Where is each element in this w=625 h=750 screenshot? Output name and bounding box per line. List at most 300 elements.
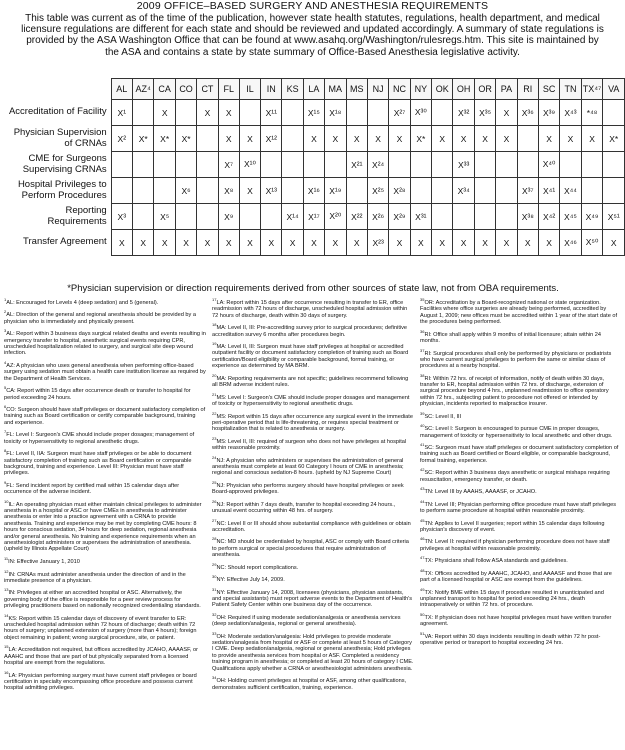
- table-cell: [496, 178, 517, 204]
- footnote-number: 42: [420, 467, 425, 473]
- footnote: [4, 644, 206, 666]
- table-cell: [603, 152, 625, 178]
- footnote-text: RI: Within 72 hrs. of receipt of information, notify of death within 30 days, transfer to ER, hospital admission within 72 hrs. of discharge, extension of surgical procedure beyond 4 hrs., unplanned readmission to office operatory within 72 hrs., subjecting patient to procedure not offered or intended by physician, incidents reported to malpractice insurer.: [420, 375, 609, 408]
- state-header: MA: [325, 79, 346, 100]
- table-cell: X³⁹: [538, 100, 559, 126]
- table-cell: X: [496, 100, 517, 126]
- table-cell: X⁸: [218, 178, 239, 204]
- state-header: LA: [303, 79, 324, 100]
- table-cell: X²²: [346, 204, 367, 230]
- footnote: [212, 574, 414, 583]
- table-cell: [517, 126, 538, 152]
- table-cell: X*: [132, 126, 154, 152]
- footnote: [420, 411, 622, 420]
- footnote-number: 38: [420, 372, 425, 378]
- table-cell: X: [303, 230, 324, 256]
- table-cell: X: [154, 230, 175, 256]
- table-cell: X³³: [453, 152, 474, 178]
- table-cell: [282, 100, 303, 126]
- state-header: FL: [218, 79, 239, 100]
- footnote-text: SC: Report within 3 business days anesthetic or surgical mishaps requiring resuscitation, emergency transfer, or death.: [420, 470, 610, 483]
- table-cell: X²⁴: [367, 152, 388, 178]
- footnote: [212, 675, 414, 691]
- table-cell: X: [325, 230, 346, 256]
- footnote-text: OH: Moderate sedation/analgesia: Hold privileges to provide moderate sedation/analgesia from hospital or ASF or complete at least 5 hours of Category I CME. Deep sedation/analgesia, regional or general anesthesia; Hold privileges to provide anesthesia services from hospital or ASF. Completed a residency training program in anesthesia; or completed at least 20 hours of category I CME. Qualifications apply whether a CRNA or anesthesiologist administers anesthesia.: [212, 633, 414, 672]
- footnote: [212, 341, 414, 369]
- footnote-number: 24: [212, 454, 217, 460]
- table-row: [6, 152, 625, 178]
- table-cell: [175, 204, 196, 230]
- state-header: SC: [538, 79, 559, 100]
- table-cell: X²⁷: [389, 100, 410, 126]
- table-cell: X: [367, 126, 388, 152]
- footnote: [4, 385, 206, 401]
- table-cell: [474, 152, 495, 178]
- footnote-text: NY: Effective January 14, 2008, licensees (physicians, physician assistants, and special assistants) must report adverse events to the Department of Health's Patient Safety Center within one business day of the occurrence.: [212, 589, 413, 609]
- footnote-text: MS: Level II, III: required of surgeon who does not have privileges at hospital within reasonable proximity.: [212, 438, 407, 452]
- row-label: Accreditation of Facility: [8, 106, 107, 118]
- table-cell: [111, 178, 132, 204]
- table-cell: [410, 178, 431, 204]
- footnote: [420, 612, 622, 628]
- table-cell: [432, 152, 453, 178]
- page-title: 2009 OFFICE–BASED SURGERY AND ANESTHESIA REQUIREMENTS: [136, 0, 489, 12]
- footnote: [212, 562, 414, 571]
- table-cell: X: [517, 230, 538, 256]
- table-cell: [282, 152, 303, 178]
- table-cell: X³⁶: [517, 100, 538, 126]
- table-cell: [197, 126, 218, 152]
- table-row: [6, 230, 625, 256]
- footnote: [4, 556, 206, 565]
- table-cell: [432, 204, 453, 230]
- table-cell: X: [432, 230, 453, 256]
- footnote: [420, 568, 622, 584]
- footnote-text: CA: Report within 15 days after occurrence death or transfer to hospital for period exceeding 24 hours.: [4, 388, 191, 401]
- footnote: [212, 518, 414, 534]
- state-header: OH: [453, 79, 474, 100]
- state-header: NC: [389, 79, 410, 100]
- footnote-number: 1: [4, 297, 7, 302]
- state-header: AL: [111, 79, 132, 100]
- table-cell: X²⁹: [389, 204, 410, 230]
- footnote: [4, 404, 206, 426]
- row-label: Physician Supervision of CRNAs: [13, 127, 107, 149]
- table-cell: [367, 100, 388, 126]
- table-cell: X⁴²: [538, 204, 559, 230]
- table-cell: *⁴⁸: [581, 100, 603, 126]
- footnote-number: 5: [4, 385, 7, 391]
- footnote: [420, 587, 622, 609]
- footnote-text: RI: Office shall apply within 9 months of initial licensure; attain within 24 months.: [420, 331, 601, 344]
- table-cell: [154, 178, 175, 204]
- table-cell: X⁷: [218, 152, 239, 178]
- table-cell: [517, 152, 538, 178]
- footnote-number: 17: [212, 297, 217, 302]
- footnote: [420, 467, 622, 483]
- table-cell: X⁴⁵: [560, 204, 581, 230]
- table-cell: X¹⁶: [303, 178, 324, 204]
- footnote-number: 50: [420, 611, 425, 617]
- footnote-number: 8: [4, 448, 7, 454]
- table-cell: [282, 178, 303, 204]
- table-cell: [346, 100, 367, 126]
- table-cell: [154, 152, 175, 178]
- footnote-text: KS: Report within 15 calendar days of discovery of event transfer to ER: unscheduled hospital admission within 72 hours of discharge; death within 72 hours of surgery; unplanned extension of surgery (more than 4 hours); foreign object remaining in patient; wrong surgical procedure, site, or patient.: [4, 615, 197, 641]
- table-cell: X: [261, 230, 282, 256]
- footnote: [420, 486, 622, 495]
- footnote-text: OR: Accreditation by a Board-recognized national or state organization. Facilities where office surgeries are already being performed, accredited by August 1, 2009; new offices must be accredited within 1 year of the start date of the procedures being performed.: [420, 299, 618, 326]
- table-cell: X: [303, 126, 324, 152]
- footnote-text: NJ: Physician who performs surgery should have hospital privileges or seek Board-approved privileges.: [212, 482, 404, 496]
- table-cell: X*: [154, 126, 175, 152]
- table-cell: X²³: [367, 230, 388, 256]
- footnote-text: NC: Level II or III should show substantial compliance with guidelines or obtain accreditation.: [212, 520, 411, 533]
- footnote: [420, 499, 622, 515]
- table-cell: [261, 204, 282, 230]
- footnote-text: TN: Level II: required if physician performing procedure does not have staff privileges at hospital within reasonable proximity.: [420, 539, 610, 552]
- table-cell: X¹¹: [261, 100, 282, 126]
- table-cell: X: [239, 230, 260, 256]
- footnote-number: 25: [212, 479, 217, 485]
- footnote-text: OH: Holding current privileges at hospital or ASF, among other qualifications, demonstrates sufficient certification, training, experience.: [212, 678, 407, 691]
- table-cell: X²⁰: [325, 204, 346, 230]
- state-header: IL: [239, 79, 260, 100]
- footnote: [4, 587, 206, 609]
- table-cell: X: [218, 230, 239, 256]
- table-body: [6, 100, 625, 256]
- table-cell: X¹⁹: [325, 178, 346, 204]
- table-header-row: [6, 79, 625, 100]
- table-cell: [496, 152, 517, 178]
- footnote-number: 44: [420, 498, 425, 504]
- table-cell: [432, 100, 453, 126]
- table-cell: [132, 178, 154, 204]
- state-header: CA: [154, 79, 175, 100]
- table-cell: [432, 178, 453, 204]
- footnote-number: 51: [420, 630, 425, 636]
- footnote-text: SC: Level II, III: [424, 413, 462, 420]
- table-cell: [132, 204, 154, 230]
- table-cell: X⁴⁴: [560, 178, 581, 204]
- footnote: [212, 411, 414, 433]
- footnote-number: 15: [4, 644, 9, 650]
- footnote-number: 20: [212, 372, 217, 378]
- footnote: [420, 518, 622, 534]
- state-header: CO: [175, 79, 196, 100]
- table-cell: X: [538, 230, 559, 256]
- footnote-number: 43: [420, 486, 425, 492]
- table-cell: X³⁷: [517, 178, 538, 204]
- intro-text: This table was current as of the time of the publication, however state health statutes, regulations, health department, and medical licensure regulations are different for each state and should be reviewed and updated accordingly. A summary of state regulations is provided by the ASA Washington Office that can be found at www.asahq.org/Washington/rulesregs.htm. This site is maintained by the ASA and contains a state by state summary of Office-Based Anesthesia legislative activity.: [21, 13, 604, 58]
- table-cell: [603, 100, 625, 126]
- state-header: NJ: [367, 79, 388, 100]
- table-cell: [197, 178, 218, 204]
- footnote: [420, 536, 622, 552]
- table-cell: X: [389, 126, 410, 152]
- table-cell: [496, 204, 517, 230]
- row-label: Reporting Requirements: [47, 205, 107, 227]
- table-cell: X¹⁵: [303, 100, 324, 126]
- table-cell: X: [603, 230, 625, 256]
- footnote: [212, 612, 414, 628]
- footnote-number: 45: [420, 517, 425, 523]
- footnote-number: 13: [4, 587, 9, 593]
- table-cell: X: [474, 230, 495, 256]
- table-cell: X: [154, 100, 175, 126]
- table-row: [6, 178, 625, 204]
- footnote-number: 48: [420, 567, 425, 573]
- footnote: [420, 373, 622, 408]
- footnote: [420, 631, 622, 647]
- footnote-text: TN: Level III by AAAHS, AAAASF, or JCAHO.: [424, 489, 537, 496]
- table-cell: [303, 152, 324, 178]
- table-cell: X³: [111, 204, 132, 230]
- footnote-number: 18: [212, 322, 217, 328]
- footnote-number: 22: [212, 410, 217, 416]
- row-label: Hospital Privileges to Perform Procedures: [17, 179, 107, 201]
- table-cell: X¹⁴: [282, 204, 303, 230]
- footnote: [4, 429, 206, 445]
- state-header: PA: [496, 79, 517, 100]
- state-header: KS: [282, 79, 303, 100]
- footnote-number: 37: [420, 347, 425, 353]
- table-cell: X: [560, 126, 581, 152]
- table-cell: X²: [111, 126, 132, 152]
- footnote: [212, 480, 414, 496]
- footnote-number: 39: [420, 410, 425, 416]
- table-cell: [175, 100, 196, 126]
- table-cell: X⁴⁹: [581, 204, 603, 230]
- table-cell: [581, 152, 603, 178]
- footnotes-column-2: [212, 297, 414, 747]
- table-cell: X³¹: [410, 204, 431, 230]
- footnote-text: AZ: A physician who uses general anesthesia when performing office-based surgery using sedation must obtain a health care institution license as required by the Department of Health Services.: [4, 362, 206, 382]
- footnote-number: 4: [4, 359, 7, 365]
- footnote: [420, 329, 622, 345]
- footnote: [4, 499, 206, 553]
- table-cell: X³⁸: [517, 204, 538, 230]
- footnote: [420, 348, 622, 370]
- footnote-number: 12: [4, 568, 9, 574]
- table-cell: X¹²: [261, 126, 282, 152]
- table-cell: X⁵⁰: [581, 230, 603, 256]
- table-cell: X³²: [453, 100, 474, 126]
- footnote-text: MS: Level I: Surgeon's CME should include proper dosages and management of toxicity or hypersensitivity to regional anesthetic drugs.: [212, 394, 410, 407]
- table-cell: X⁶: [175, 178, 196, 204]
- table-cell: [261, 152, 282, 178]
- footnote-text: MA: Level II, III: Pre-accrediting survey prior to surgical procedures; definitive accreditation survey 6 months after procedures begin.: [212, 325, 408, 338]
- table-cell: X⁴³: [560, 100, 581, 126]
- footnote-number: 46: [420, 536, 425, 542]
- footnote-number: 29: [212, 561, 217, 567]
- table-cell: X: [282, 230, 303, 256]
- state-header: TN: [560, 79, 581, 100]
- table-cell: X¹⁸: [325, 100, 346, 126]
- footnote: [212, 499, 414, 515]
- footnote: [212, 392, 414, 408]
- footnote-number: 31: [212, 586, 217, 592]
- footnote-text: NC: MD should be credentialed by hospital, ASC or comply with Board criteria to perform surgical or special procedures that require administration of anesthesia.: [212, 539, 409, 559]
- table-cell: [239, 204, 260, 230]
- footnote-text: RI: Surgical procedures shall only be performed by physicians or podiatrists who have current surgical privileges to perform the same or similar class of procedures at a nearby hospital.: [420, 350, 612, 370]
- table-cell: X: [496, 230, 517, 256]
- table-cell: X⁵¹: [603, 204, 625, 230]
- table-cell: X¹³: [261, 178, 282, 204]
- footnote-text: TX: If physician does not have hospital privileges must have written transfer agreement.: [420, 614, 612, 628]
- table-cell: X¹⁷: [303, 204, 324, 230]
- table-cell: X¹: [111, 100, 132, 126]
- footnote-number: 28: [212, 536, 217, 542]
- table-cell: [346, 178, 367, 204]
- table-cell: [453, 204, 474, 230]
- row-label: Transfer Agreement: [23, 236, 107, 248]
- table-row: [6, 100, 625, 126]
- footnote: [212, 536, 414, 558]
- table-cell: X: [453, 126, 474, 152]
- table-cell: [581, 178, 603, 204]
- table-cell: [282, 126, 303, 152]
- table-cell: [474, 204, 495, 230]
- footnote-text: NY: Effective July 14, 2009.: [216, 577, 285, 584]
- footnote-number: 10: [4, 498, 9, 504]
- table-cell: X: [132, 230, 154, 256]
- footnote: [420, 297, 622, 325]
- state-header: IN: [261, 79, 282, 100]
- footnote-number: 7: [4, 429, 7, 435]
- footnote-number: 33: [212, 630, 217, 636]
- footnote-number: 34: [212, 675, 217, 681]
- table-corner: [6, 79, 111, 100]
- row-label: CME for Surgeons Supervising CRNAs: [22, 153, 107, 175]
- table-cell: X⁹: [218, 204, 239, 230]
- table-cell: [239, 100, 260, 126]
- state-header: RI: [517, 79, 538, 100]
- table-cell: [111, 152, 132, 178]
- footnote-number: 27: [212, 517, 217, 523]
- requirements-table: [6, 78, 625, 256]
- footnote-text: NJ: A physician who administers or supervises the administration of general anesthesia must complete at least 60 Category I hours of CME in anesthesia; regional and conscious sedation-8 hours. (upheld by NJ Supreme Court): [212, 457, 404, 477]
- table-cell: X: [197, 100, 218, 126]
- footnote-text: LA: Accreditation not required, but offices accredited by JCAHO, AAAASF, or AAAHC and those that are part of but physically separated from a licensed hospital are exempt from the regulations.: [4, 647, 199, 666]
- table-cell: X³⁴: [453, 178, 474, 204]
- table-cell: X: [432, 126, 453, 152]
- table-cell: X: [218, 100, 239, 126]
- table-cell: X: [581, 126, 603, 152]
- footnote-number: 32: [212, 611, 217, 617]
- table-row: [6, 126, 625, 152]
- table-cell: X²⁶: [367, 204, 388, 230]
- table-cell: X²⁵: [367, 178, 388, 204]
- footnote: [4, 360, 206, 382]
- table-cell: X: [239, 178, 260, 204]
- footnote-number: 35: [420, 297, 425, 302]
- footnote-text: IL: An operating physician must either maintain clinical privileges to administer anesthesia in a hospital or ASC or have CMEs in anesthesia to administer anesthesia or enter into a practice agreement with a CRNA to provide anesthesia. Training and experience may be met by completing CME hours: 8 hours for conscious sedation, 34 hours for deep sedation, regional anesthesia and/or general anesthesia. No training and experience requirements when an anesthesiologist administers or supervises the administration of anesthesia. (upheld by Illinois Appellate Court): [4, 501, 202, 553]
- footnote-text: VA: Report within 30 days incidents resulting in death within 72 hr post-operative period or transport to hospital exceeding 24 hrs.: [420, 633, 601, 647]
- table-cell: X³⁵: [474, 100, 495, 126]
- table-cell: [389, 152, 410, 178]
- state-header: NY: [410, 79, 431, 100]
- footnote-text: TX: Physicians shall follow ASA standards and guidelines.: [424, 558, 568, 565]
- footnote-text: CO: Surgeon should have staff privileges or document satisfactory completion of training such as Board certification or certify comparable background, training and experience.: [4, 406, 206, 426]
- table-cell: X: [346, 126, 367, 152]
- table-cell: X: [239, 126, 260, 152]
- table-cell: X: [474, 126, 495, 152]
- table-cell: X: [496, 126, 517, 152]
- footnotes-column-3: [420, 297, 622, 747]
- table-cell: [410, 152, 431, 178]
- footnote-text: NJ: Report within 7 days death, transfer to hospital exceeding 24 hours., unusual event occurring within 48 hrs. of surgery.: [212, 501, 396, 515]
- footnote-text: LA: Report within 15 days after occurrence resulting in transfer to ER, office readmission with 72 hours of discharge, unscheduled hospital admission within 72 hours of discharge, death within 30 days of surgery.: [212, 299, 408, 319]
- footnote-number: 23: [212, 435, 217, 441]
- table-cell: X³⁰: [410, 100, 431, 126]
- footnote-number: 47: [420, 555, 425, 561]
- footnote: [4, 448, 206, 476]
- footnotes: [4, 297, 622, 747]
- state-header: TX⁴⁷: [581, 79, 603, 100]
- table-cell: X⁵: [154, 204, 175, 230]
- footnote-text: TN: Level III; Physician performing office procedure must have staff privileges to perform same procedure at hospital within reasonable proximity.: [420, 501, 617, 515]
- table-cell: [603, 178, 625, 204]
- footnote-number: 2: [4, 309, 7, 315]
- footnote: [212, 297, 414, 319]
- footnote: [212, 373, 414, 389]
- footnote-text: FL: Level I: Surgeon's CME should include proper dosages; management of toxicity or hypersensitivity to regional anesthetic drugs.: [4, 432, 195, 445]
- footnote-number: 16: [4, 669, 9, 675]
- state-header: OK: [432, 79, 453, 100]
- table-cell: [474, 178, 495, 204]
- footnote-text: FL: Level II, IIA: Surgeon must have staff privileges or be able to document satisfactory completion of training such as Board certification or comparable background, training and experience. Level III: Physician must have staff privileges.: [4, 451, 192, 477]
- footnote: [4, 309, 206, 325]
- table-cell: X⁴⁶: [560, 230, 581, 256]
- table-cell: X: [410, 230, 431, 256]
- table-cell: [325, 152, 346, 178]
- footnotes-column-1: [4, 297, 206, 747]
- footnote: [4, 328, 206, 356]
- footnote-text: TX: Offices accredited by AAAHC, JCAHO, and AAAASF and those that are part of a licensed hospital or ASC are exempt from the guidelines.: [420, 570, 612, 584]
- footnote-number: 41: [420, 442, 425, 448]
- footnote-text: IN: Effective January 1, 2010: [8, 558, 80, 565]
- state-header: VA: [603, 79, 625, 100]
- table-cell: [197, 152, 218, 178]
- table-cell: X: [218, 126, 239, 152]
- table-cell: X: [453, 230, 474, 256]
- footnote-text: TN: Applies to Level II surgeries; report within 15 calendar days following physician's discovery of event.: [420, 520, 605, 533]
- footnote-number: 30: [212, 574, 217, 580]
- footnote: [212, 587, 414, 609]
- footnote-text: NC: Should report complications.: [216, 564, 299, 571]
- table-cell: X⁴¹: [538, 178, 559, 204]
- table-cell: X: [111, 230, 132, 256]
- footnote-number: 14: [4, 612, 9, 618]
- footnote-number: 9: [4, 479, 7, 485]
- footnote-number: 3: [4, 328, 7, 334]
- table-cell: X²⁸: [389, 178, 410, 204]
- table-cell: [560, 152, 581, 178]
- footnote: [4, 613, 206, 641]
- footnote: [212, 322, 414, 338]
- footnote: [4, 297, 206, 306]
- footnote-text: IN: CRNAs must administer anesthesia under the direction of and in the immediate presence of a physician.: [4, 571, 186, 584]
- table-cell: [175, 152, 196, 178]
- footnote: [4, 569, 206, 585]
- footnote-number: 19: [212, 341, 217, 347]
- table-cell: X*: [603, 126, 625, 152]
- table-cell: X: [346, 230, 367, 256]
- table-cell: X¹⁰: [239, 152, 260, 178]
- table-cell: X⁴⁰: [538, 152, 559, 178]
- table-cell: X: [197, 230, 218, 256]
